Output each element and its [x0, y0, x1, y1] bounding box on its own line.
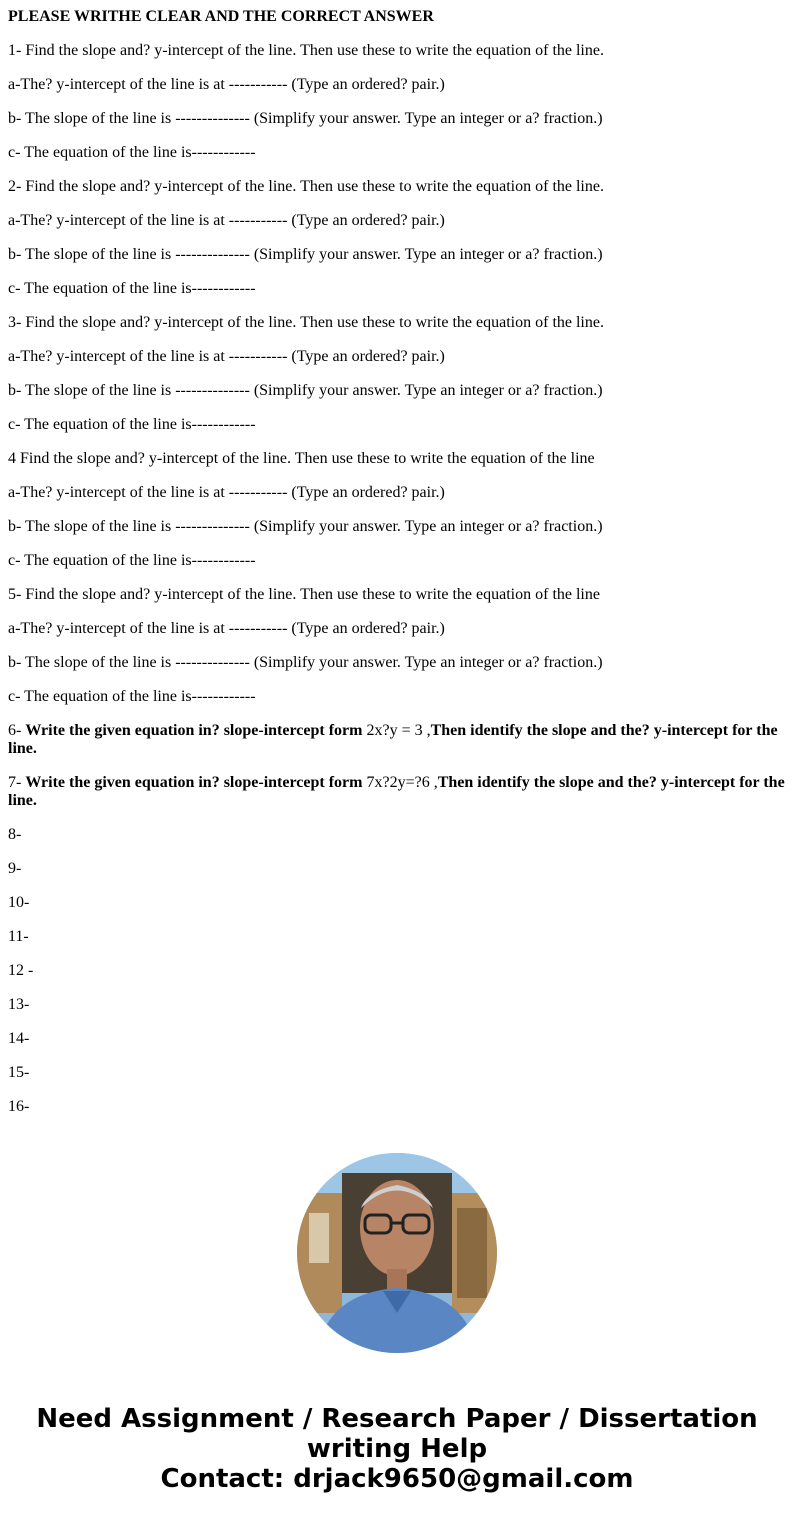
question-1-part-b: b- The slope of the line is -------------- (Simplify your answer. Type an integer or a? fraction.) — [8, 110, 603, 127]
avatar-portrait — [297, 1153, 497, 1353]
question-1-part-a: a-The? y-intercept of the line is at ----------- (Type an ordered? pair.) — [8, 76, 445, 93]
question-1-part-c: c- The equation of the line is------------ — [8, 144, 256, 161]
question-14: 14- — [8, 1030, 30, 1047]
question-5-part-c: c- The equation of the line is------------ — [8, 688, 256, 705]
page-heading: PLEASE WRITHE CLEAR AND THE CORRECT ANSWER — [8, 8, 434, 25]
question-7-instruction: Write the given equation in? slope-intercept form — [25, 774, 363, 791]
question-1-title: 1- Find the slope and? y-intercept of the line. Then use these to write the equation of the line. — [8, 42, 604, 59]
question-2-title: 2- Find the slope and? y-intercept of the line. Then use these to write the equation of the line. — [8, 178, 604, 195]
question-5-title: 5- Find the slope and? y-intercept of the line. Then use these to write the equation of the line — [8, 586, 600, 603]
question-4-part-a: a-The? y-intercept of the line is at ----------- (Type an ordered? pair.) — [8, 484, 445, 501]
question-4-title: 4 Find the slope and? y-intercept of the line. Then use these to write the equation of the line — [8, 450, 595, 467]
question-2-part-c: c- The equation of the line is------------ — [8, 280, 256, 297]
question-3-title: 3- Find the slope and? y-intercept of the line. Then use these to write the equation of the line. — [8, 314, 604, 331]
question-12: 12 - — [8, 962, 34, 979]
question-3-part-a: a-The? y-intercept of the line is at ----------- (Type an ordered? pair.) — [8, 348, 445, 365]
question-8: 8- — [8, 826, 22, 843]
question-3-part-c: c- The equation of the line is------------ — [8, 416, 256, 433]
question-6 — [8, 722, 786, 758]
question-9: 9- — [8, 860, 22, 877]
question-7-number: 7- — [8, 774, 26, 791]
avatar — [297, 1153, 497, 1353]
question-16: 16- — [8, 1098, 30, 1115]
question-13: 13- — [8, 996, 30, 1013]
question-11: 11- — [8, 928, 29, 945]
promo-contact: Contact: drjack9650@gmail.com — [160, 1464, 634, 1494]
question-7 — [8, 774, 786, 810]
question-6-instruction: Write the given equation in? slope-intercept form — [25, 722, 363, 739]
question-10: 10- — [8, 894, 30, 911]
question-4-part-c: c- The equation of the line is------------ — [8, 552, 256, 569]
question-5-part-a: a-The? y-intercept of the line is at ----------- (Type an ordered? pair.) — [8, 620, 445, 637]
question-4-part-b: b- The slope of the line is -------------- (Simplify your answer. Type an integer or a? fraction.) — [8, 518, 603, 535]
promo-footer — [0, 1404, 794, 1494]
promo-line-2: writing Help — [306, 1434, 488, 1464]
promo-line-1: Need Assignment / Research Paper / Dissertation — [36, 1404, 758, 1434]
question-2-part-a: a-The? y-intercept of the line is at ----------- (Type an ordered? pair.) — [8, 212, 445, 229]
question-6-equation: 2x?y = 3 , — [362, 722, 431, 739]
question-6-task: Then identify the slope and the? y-intercept for the line. — [8, 722, 778, 757]
question-7-task: Then identify the slope and the? y-intercept for the line. — [8, 774, 785, 809]
question-5-part-b: b- The slope of the line is -------------- (Simplify your answer. Type an integer or a? fraction.) — [8, 654, 603, 671]
question-7-equation: 7x?2y=?6 , — [362, 774, 438, 791]
question-15: 15- — [8, 1064, 30, 1081]
question-3-part-b: b- The slope of the line is -------------- (Simplify your answer. Type an integer or a? fraction.) — [8, 382, 603, 399]
question-6-number: 6- — [8, 722, 26, 739]
question-2-part-b: b- The slope of the line is -------------- (Simplify your answer. Type an integer or a? fraction.) — [8, 246, 603, 263]
